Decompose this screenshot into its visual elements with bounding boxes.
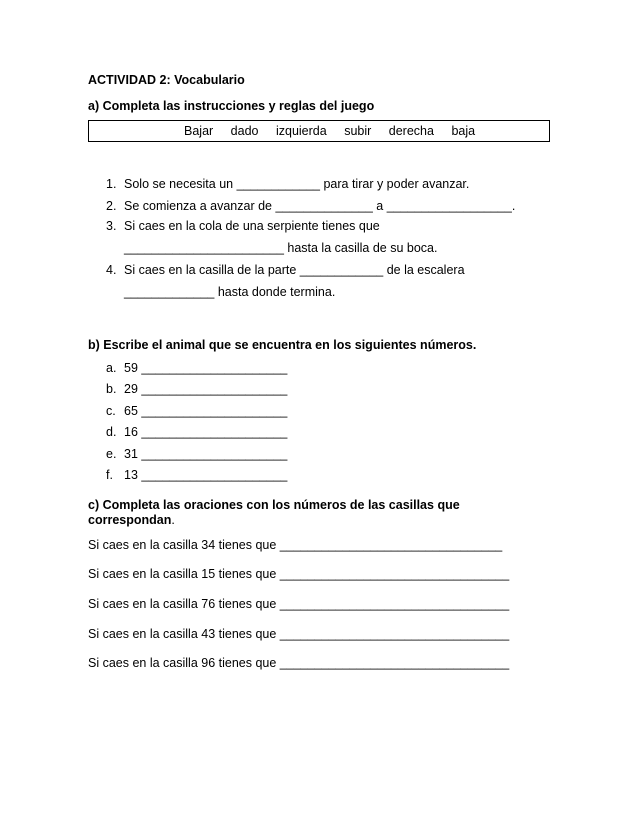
list-item-letter: b.	[106, 382, 117, 396]
list-item-number: 4.	[106, 263, 117, 277]
list-item-text: 16 _____________________	[124, 425, 288, 439]
list-item-text: 13 _____________________	[124, 468, 288, 482]
list-item-text: Se comienza a avanzar de ______________ a __________________.	[124, 199, 516, 213]
activity-title-bold: ACTIVIDAD 2	[88, 73, 167, 87]
word-bank-item: baja	[451, 124, 476, 138]
section-a-heading: a) Completa las instrucciones y reglas del juego	[88, 99, 375, 113]
section-c-heading-line1: c) Completa las oraciones con los números de las casillas que	[88, 498, 460, 512]
list-item-text: 65 _____________________	[124, 404, 288, 418]
activity-title	[88, 73, 245, 88]
word-bank-box	[88, 120, 550, 142]
list-item-text: _______________________ hasta la casilla de su boca.	[124, 241, 438, 255]
list-item-text: Si caes en la casilla de la parte ____________ de la escalera	[124, 263, 465, 277]
section-b-heading: b) Escribe el animal que se encuentra en los siguientes números.	[88, 338, 477, 352]
section-c-heading-bold: correspondan	[88, 513, 172, 527]
list-item-number: 3.	[106, 219, 117, 233]
list-item-letter: a.	[106, 361, 117, 375]
list-item-text: 29 _____________________	[124, 382, 288, 396]
section-c-heading-rest: .	[171, 513, 175, 527]
sentence-line: Si caes en la casilla 43 tienes que _________________________________	[88, 627, 510, 641]
list-item-letter: c.	[106, 404, 116, 418]
list-item-text: 59 _____________________	[124, 361, 288, 375]
sentence-line: Si caes en la casilla 15 tienes que _________________________________	[88, 567, 510, 581]
sentence-line: Si caes en la casilla 76 tienes que _________________________________	[88, 597, 510, 611]
list-item-number: 2.	[106, 199, 117, 213]
word-bank-item: Bajar	[184, 124, 214, 138]
list-item-text: 31 _____________________	[124, 447, 288, 461]
activity-title-rest: : Vocabulario	[166, 73, 245, 87]
word-bank-item: izquierda	[275, 124, 327, 138]
word-bank-item: dado	[230, 124, 259, 138]
list-item-text: Si caes en la cola de una serpiente tienes que	[124, 219, 380, 233]
list-item-text: _____________ hasta donde termina.	[124, 285, 336, 299]
list-item-letter: d.	[106, 425, 117, 439]
sentence-line: Si caes en la casilla 34 tienes que ________________________________	[88, 538, 503, 552]
list-item-number: 1.	[106, 177, 117, 191]
section-c-heading-line2	[88, 513, 175, 528]
list-item-text: Solo se necesita un ____________ para tirar y poder avanzar.	[124, 177, 470, 191]
list-item-letter: e.	[106, 447, 117, 461]
list-item-letter: f.	[106, 468, 113, 482]
word-bank-item: derecha	[388, 124, 434, 138]
word-bank-item: subir	[344, 124, 372, 138]
word-bank	[184, 124, 489, 138]
sentence-line: Si caes en la casilla 96 tienes que _________________________________	[88, 656, 510, 670]
